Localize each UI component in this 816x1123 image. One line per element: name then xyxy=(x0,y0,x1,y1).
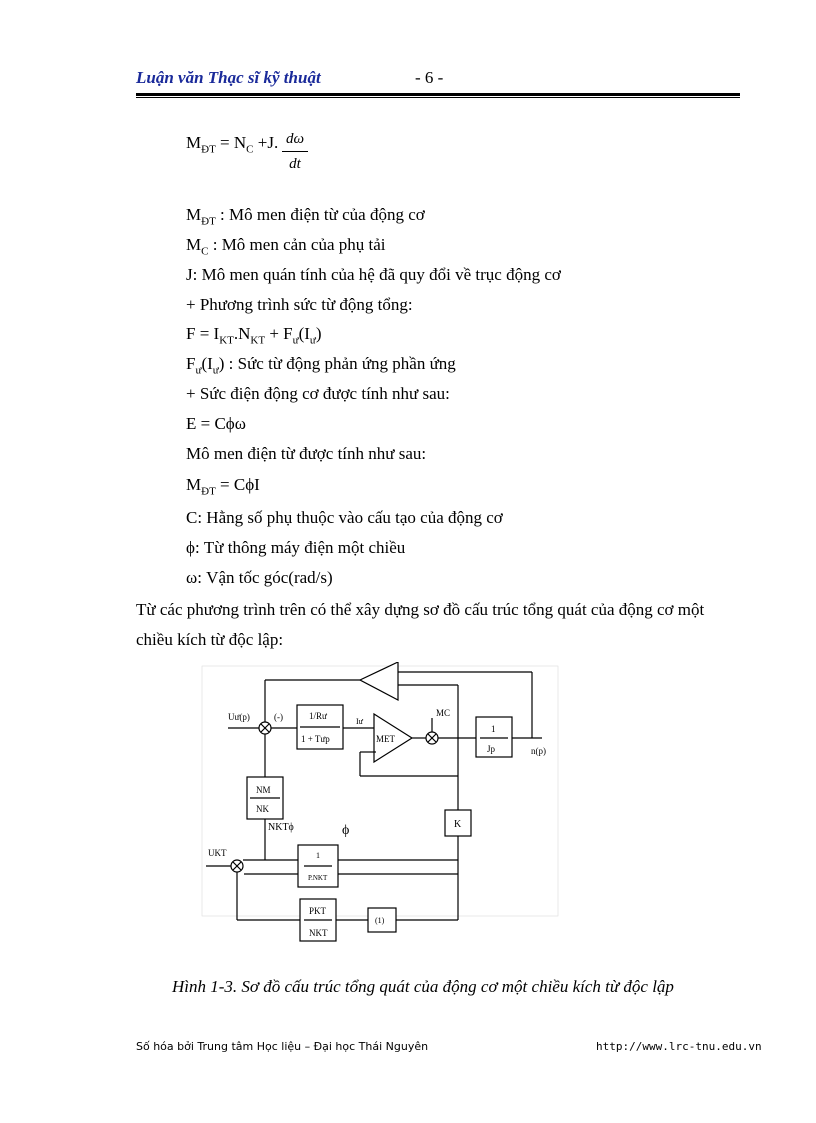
thesis-title: Luận văn Thạc sĩ kỹ thuật xyxy=(136,68,321,87)
footer-source: Số hóa bởi Trung tâm Học liệu – Đại học Thái Nguyên xyxy=(136,1040,429,1053)
block1-denominator: 1 + Tưp xyxy=(301,734,330,744)
nonlinear-label: (1) xyxy=(375,916,385,925)
eq-part: F = I xyxy=(186,324,220,343)
eq-subscript: KT xyxy=(250,334,266,347)
page-number: - 6 - xyxy=(415,68,444,87)
emf-heading: + Sức điện động cơ được tính như sau: xyxy=(186,384,450,403)
nm-label: NM xyxy=(256,785,271,795)
eq-subscript: C xyxy=(246,143,254,156)
def-text: : Mô men cản của phụ tải xyxy=(208,235,386,254)
block3-denominator: P.NKT xyxy=(308,874,328,882)
eq-part: = CϕI xyxy=(215,475,260,494)
fraction-numerator: dω xyxy=(285,131,305,147)
eq-subscript: ư xyxy=(309,334,316,347)
torque-equation xyxy=(186,475,260,497)
eq-part: ) : Sức từ động phản ứng phần ứng xyxy=(218,354,456,373)
armature-reaction xyxy=(186,354,456,376)
nk-label: NK xyxy=(256,804,269,814)
eq-part: (I xyxy=(201,354,213,373)
input-label: Uư(p) xyxy=(228,712,250,722)
block2-numerator: 1 xyxy=(491,724,496,734)
flux-linkage-label: NKTϕ xyxy=(268,822,294,833)
eq-part: +J. xyxy=(253,133,279,152)
mmf-heading: + Phương trình sức từ động tổng: xyxy=(186,295,413,314)
footer-url[interactable]: http://www.lrc-tnu.edu.vn xyxy=(596,1040,762,1053)
block-diagram xyxy=(200,662,570,952)
eq-part: (I xyxy=(298,324,310,343)
eq-subscript: KT xyxy=(219,334,234,347)
intro-line-2: chiều kích từ độc lập: xyxy=(136,630,284,649)
header-rule xyxy=(136,93,740,96)
met-label: MET xyxy=(376,734,395,744)
eq-part: ) xyxy=(315,324,322,343)
derivative-fraction xyxy=(282,131,308,173)
definition-omega: ω: Vận tốc góc(rad/s) xyxy=(186,568,333,587)
fraction-bar xyxy=(282,151,308,152)
load-torque-label: MC xyxy=(436,708,451,718)
eq-subscript: ĐT xyxy=(201,143,216,156)
eq-part: F xyxy=(186,354,196,373)
def-text: : Mô men điện từ của động cơ xyxy=(215,205,425,224)
field-voltage-label: UKT xyxy=(208,848,227,858)
fraction-denominator: dt xyxy=(289,156,301,172)
flux-label: ϕ xyxy=(342,823,350,838)
mmf-equation xyxy=(186,324,322,346)
eq-part: .N xyxy=(233,324,251,343)
block3-numerator: 1 xyxy=(316,851,320,860)
intro-line-1: Từ các phương trình trên có thể xây dựng sơ đồ cấu trúc tổng quát của động cơ một xyxy=(136,600,705,619)
emf-equation: E = Cϕω xyxy=(186,414,246,433)
definition-phi: ϕ: Từ thông máy điện một chiều xyxy=(186,538,406,557)
torque-heading: Mô men điện từ được tính như sau: xyxy=(186,444,427,463)
eq-part: M xyxy=(186,475,202,494)
def-symbol: M xyxy=(186,205,202,224)
block4-numerator: PKT xyxy=(309,906,327,916)
eq-subscript: ĐT xyxy=(201,485,216,498)
block4-denominator: NKT xyxy=(309,928,328,938)
figure-caption: Hình 1-3. Sơ đồ cấu trúc tổng quát của động cơ một chiều kích từ độc lập xyxy=(172,977,674,996)
current-label: Iư xyxy=(356,717,363,726)
definition-mdt xyxy=(186,205,425,227)
eq-subscript: ư xyxy=(195,364,202,377)
def-symbol: M xyxy=(186,235,202,254)
eq-subscript: ư xyxy=(212,364,219,377)
minus-sign: (-) xyxy=(274,712,283,722)
block2-denominator: Jp xyxy=(487,744,496,754)
torque-balance-equation xyxy=(186,133,278,155)
def-subscript: ĐT xyxy=(201,215,216,228)
eq-part: = N xyxy=(215,133,247,152)
def-subscript: C xyxy=(201,245,209,258)
definition-c: C: Hằng số phụ thuộc vào cấu tạo của động cơ xyxy=(186,508,503,527)
header-rule-thin xyxy=(136,97,740,98)
k-label: K xyxy=(454,819,462,830)
feedback-multiplier xyxy=(360,662,398,700)
eq-part: + F xyxy=(265,324,293,343)
definition-mc xyxy=(186,235,386,257)
eq-subscript: ư xyxy=(292,334,299,347)
block1-numerator: 1/Rư xyxy=(309,711,327,721)
output-label: n(p) xyxy=(531,746,546,756)
eq-symbol: M xyxy=(186,133,202,152)
definition-j: J: Mô men quán tính của hệ đã quy đổi về trục động cơ xyxy=(186,265,561,284)
